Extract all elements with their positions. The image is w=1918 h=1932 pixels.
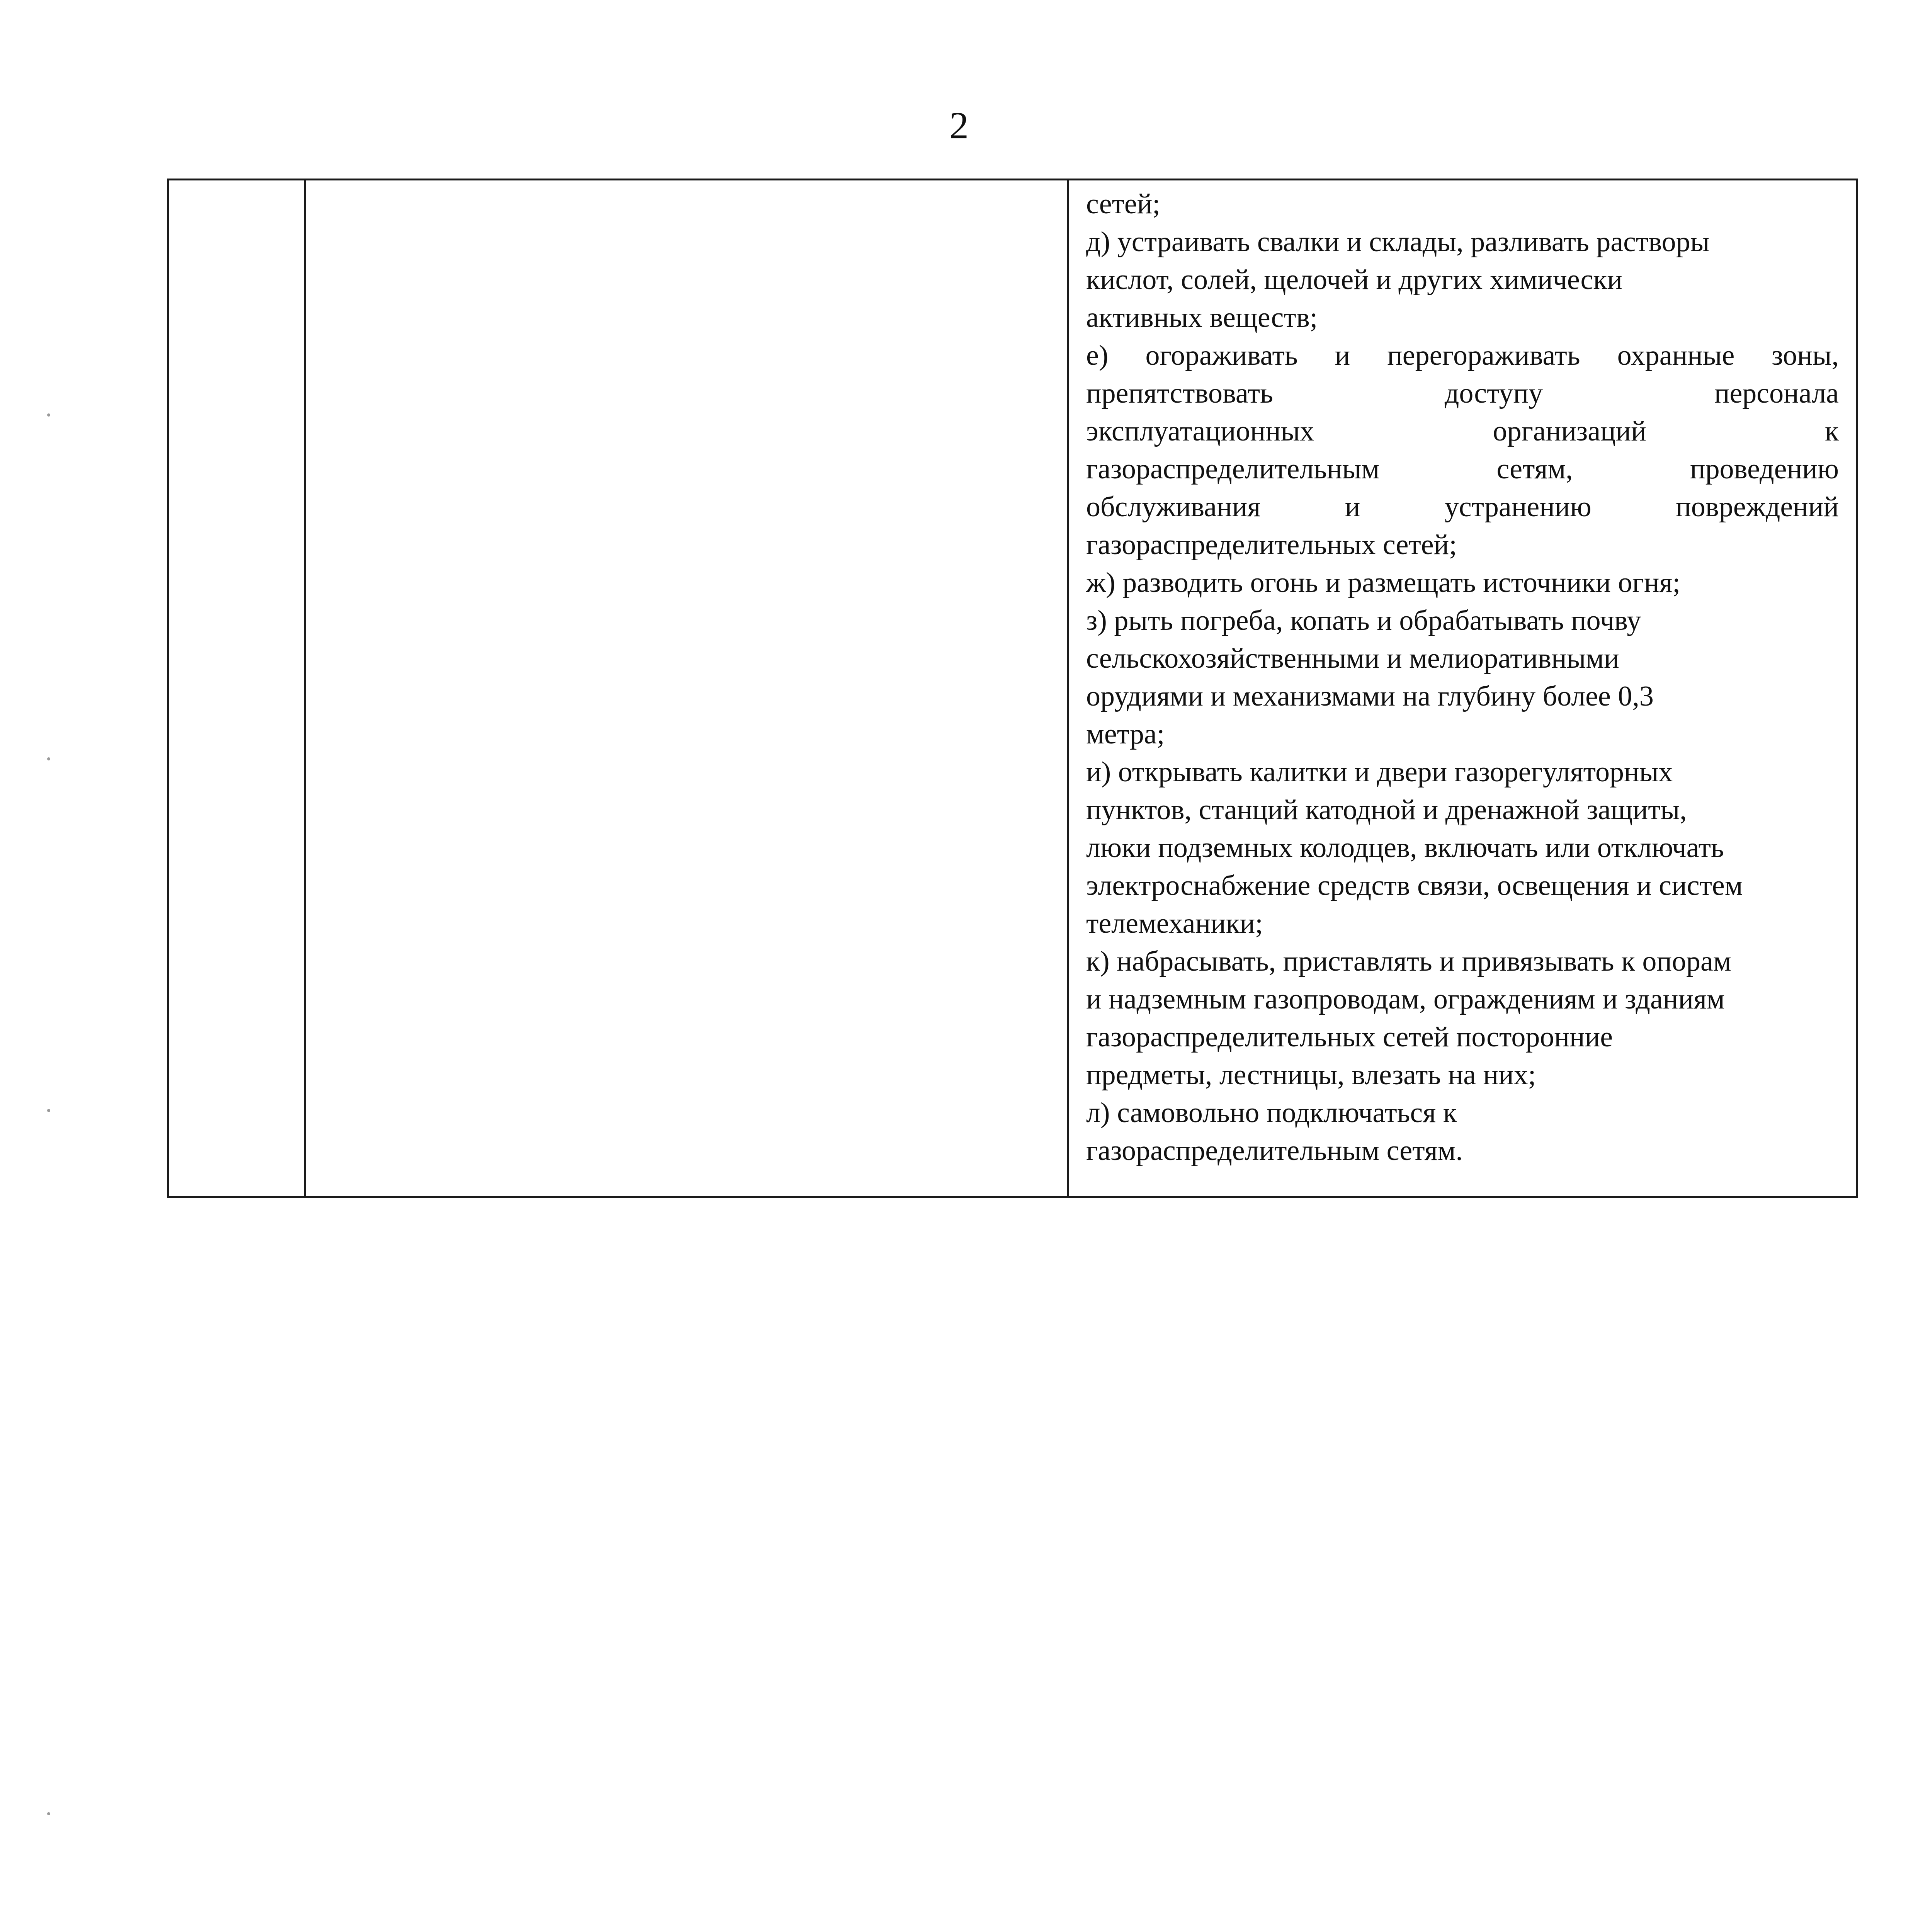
text-line: газораспределительных сетей; xyxy=(1086,529,1457,561)
text-line: сетей; xyxy=(1086,188,1160,220)
table-cell-description xyxy=(305,180,1068,1197)
table-row xyxy=(168,180,1857,1197)
text-line: кислот, солей, щелочей и других химически xyxy=(1086,264,1622,296)
text-line: к) набрасывать, приставлять и привязывать к опорам xyxy=(1086,946,1731,977)
text-line: активных веществ; xyxy=(1086,302,1318,333)
table-cell-number xyxy=(168,180,305,1197)
text-line: телемеханики; xyxy=(1086,908,1263,939)
restrictions-text xyxy=(1069,180,1856,1170)
text-line: д) устраивать свалки и склады, разливать растворы xyxy=(1086,226,1710,258)
text-line: л) самовольно подключаться к xyxy=(1086,1097,1457,1129)
restrictions-table xyxy=(167,179,1858,1198)
text-line: газораспределительным сетям, проведению xyxy=(1086,453,1839,485)
text-line: ж) разводить огонь и размещать источники огня; xyxy=(1086,567,1681,599)
text-line: обслуживания и устранению повреждений xyxy=(1086,491,1839,523)
text-line: газораспределительных сетей посторонние xyxy=(1086,1021,1613,1053)
text-line: люки подземных колодцев, включать или отключать xyxy=(1086,832,1724,864)
text-line: метра; xyxy=(1086,718,1165,750)
text-line: з) рыть погреба, копать и обрабатывать почву xyxy=(1086,605,1641,636)
text-line: препятствовать доступу персонала xyxy=(1086,378,1839,409)
text-line: эксплуатационных организаций к xyxy=(1086,415,1839,447)
text-line: и) открывать калитки и двери газорегуляторных xyxy=(1086,756,1673,788)
scan-mark xyxy=(47,413,50,417)
text-line: и надземным газопроводам, ограждениям и зданиям xyxy=(1086,983,1725,1015)
text-line: пунктов, станций катодной и дренажной защиты, xyxy=(1086,794,1687,826)
scan-mark xyxy=(47,1109,50,1112)
text-line: е) огораживать и перегораживать охранные зоны, xyxy=(1086,340,1839,371)
text-line: электроснабжение средств связи, освещения и систем xyxy=(1086,870,1743,901)
scan-mark xyxy=(47,757,50,760)
page-number: 2 xyxy=(949,104,969,147)
text-line: сельскохозяйственными и мелиоративными xyxy=(1086,643,1619,674)
table-cell-restrictions xyxy=(1068,180,1857,1197)
text-line: орудиями и механизмами на глубину более 0,3 xyxy=(1086,680,1654,712)
scan-mark xyxy=(47,1812,50,1815)
text-line: газораспределительным сетям. xyxy=(1086,1135,1463,1167)
text-line: предметы, лестницы, влезать на них; xyxy=(1086,1059,1536,1091)
